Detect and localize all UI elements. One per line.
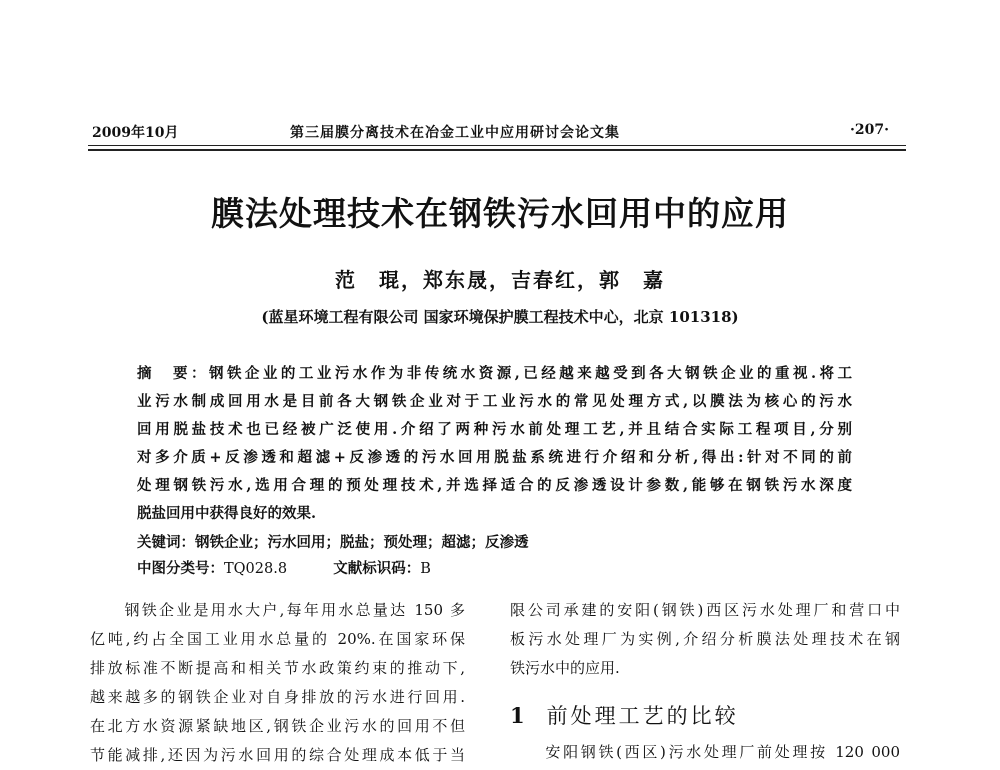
abstract-label: 摘 要： xyxy=(137,366,209,382)
abstract-line: 脱盐回用中获得良好的效果. xyxy=(137,505,317,522)
body-line: 节能减排,还因为污水回用的综合处理成本低于当 xyxy=(90,746,465,764)
abstract-line: 对多介质+反渗透和超滤+反渗透的污水回用脱盐系统进行介绍和分析,得出:针对不同的前 xyxy=(137,449,852,466)
body-right-column xyxy=(510,596,900,683)
body-left-column xyxy=(90,596,465,770)
classification-label: 中图分类号： xyxy=(137,561,224,577)
body-right-continuation xyxy=(510,738,900,767)
classification-value: TQ028.8 xyxy=(224,561,288,577)
body-line: 排放标准不断提高和相关节水政策约束的推动下, xyxy=(90,659,465,677)
header-rule xyxy=(88,145,906,146)
header-journal: 第三届膜分离技术在冶金工业中应用研讨会论文集 xyxy=(290,125,620,141)
abstract-line: 处理钢铁污水,选用合理的预处理技术,并选择适合的反渗透设计参数,能够在钢铁污水深度 xyxy=(137,477,852,494)
abstract xyxy=(137,360,852,528)
keywords-text: 钢铁企业；污水回用；脱盐；预处理；超滤；反渗透 xyxy=(195,534,529,551)
body-line: 限公司承建的安阳(钢铁)西区污水处理厂和营口中 xyxy=(510,601,900,619)
abstract-line: 业污水制成回用水是目前各大钢铁企业对于工业污水的常见处理方式,以膜法为核心的污水 xyxy=(137,393,852,410)
paper-title: 膜法处理技术在钢铁污水回用中的应用 xyxy=(211,194,789,233)
body-line: 在北方水资源紧缺地区,钢铁企业污水的回用不但 xyxy=(90,717,465,735)
doc-code-label: 文献标识码： xyxy=(333,561,421,577)
section-heading xyxy=(510,700,739,730)
header-rule-thick xyxy=(88,149,906,151)
classification xyxy=(137,558,431,580)
body-line: 越来越多的钢铁企业对自身排放的污水进行回用. xyxy=(90,688,465,706)
body-line: 亿吨,约占全国工业用水总量的 20%.在国家环保 xyxy=(90,630,465,648)
abstract-line xyxy=(137,360,852,388)
header-date: 2009年10月 xyxy=(92,125,179,141)
header-page-number: ·207· xyxy=(850,122,889,138)
keywords xyxy=(137,532,529,554)
abstract-text: 钢铁企业的工业污水作为非传统水资源,已经越来越受到各大钢铁企业的重视.将工 xyxy=(208,365,853,382)
keywords-label: 关键词： xyxy=(137,535,195,551)
section-number: 1 xyxy=(510,703,525,728)
abstract-line: 回用脱盐技术也已经被广泛使用.介绍了两种污水前处理工艺,并且结合实际工程项目,分别 xyxy=(137,421,852,438)
authors: 范 琨，郑东晟，吉春红，郭 嘉 xyxy=(335,268,665,292)
body-line: 钢铁企业是用水大户,每年用水总量达 150 多 xyxy=(90,601,465,619)
body-line: 板污水处理厂为实例,介绍分析膜法处理技术在钢 xyxy=(510,630,900,648)
body-line: 铁污水中的应用. xyxy=(510,659,620,677)
affiliation: (蓝星环境工程有限公司 国家环境保护膜工程技术中心，北京 101318) xyxy=(261,308,739,326)
body-line: 安阳钢铁(西区)污水处理厂前处理按 120 000 xyxy=(510,743,900,761)
doc-code-value: B xyxy=(420,561,431,577)
section-title: 前处理工艺的比较 xyxy=(546,704,739,728)
